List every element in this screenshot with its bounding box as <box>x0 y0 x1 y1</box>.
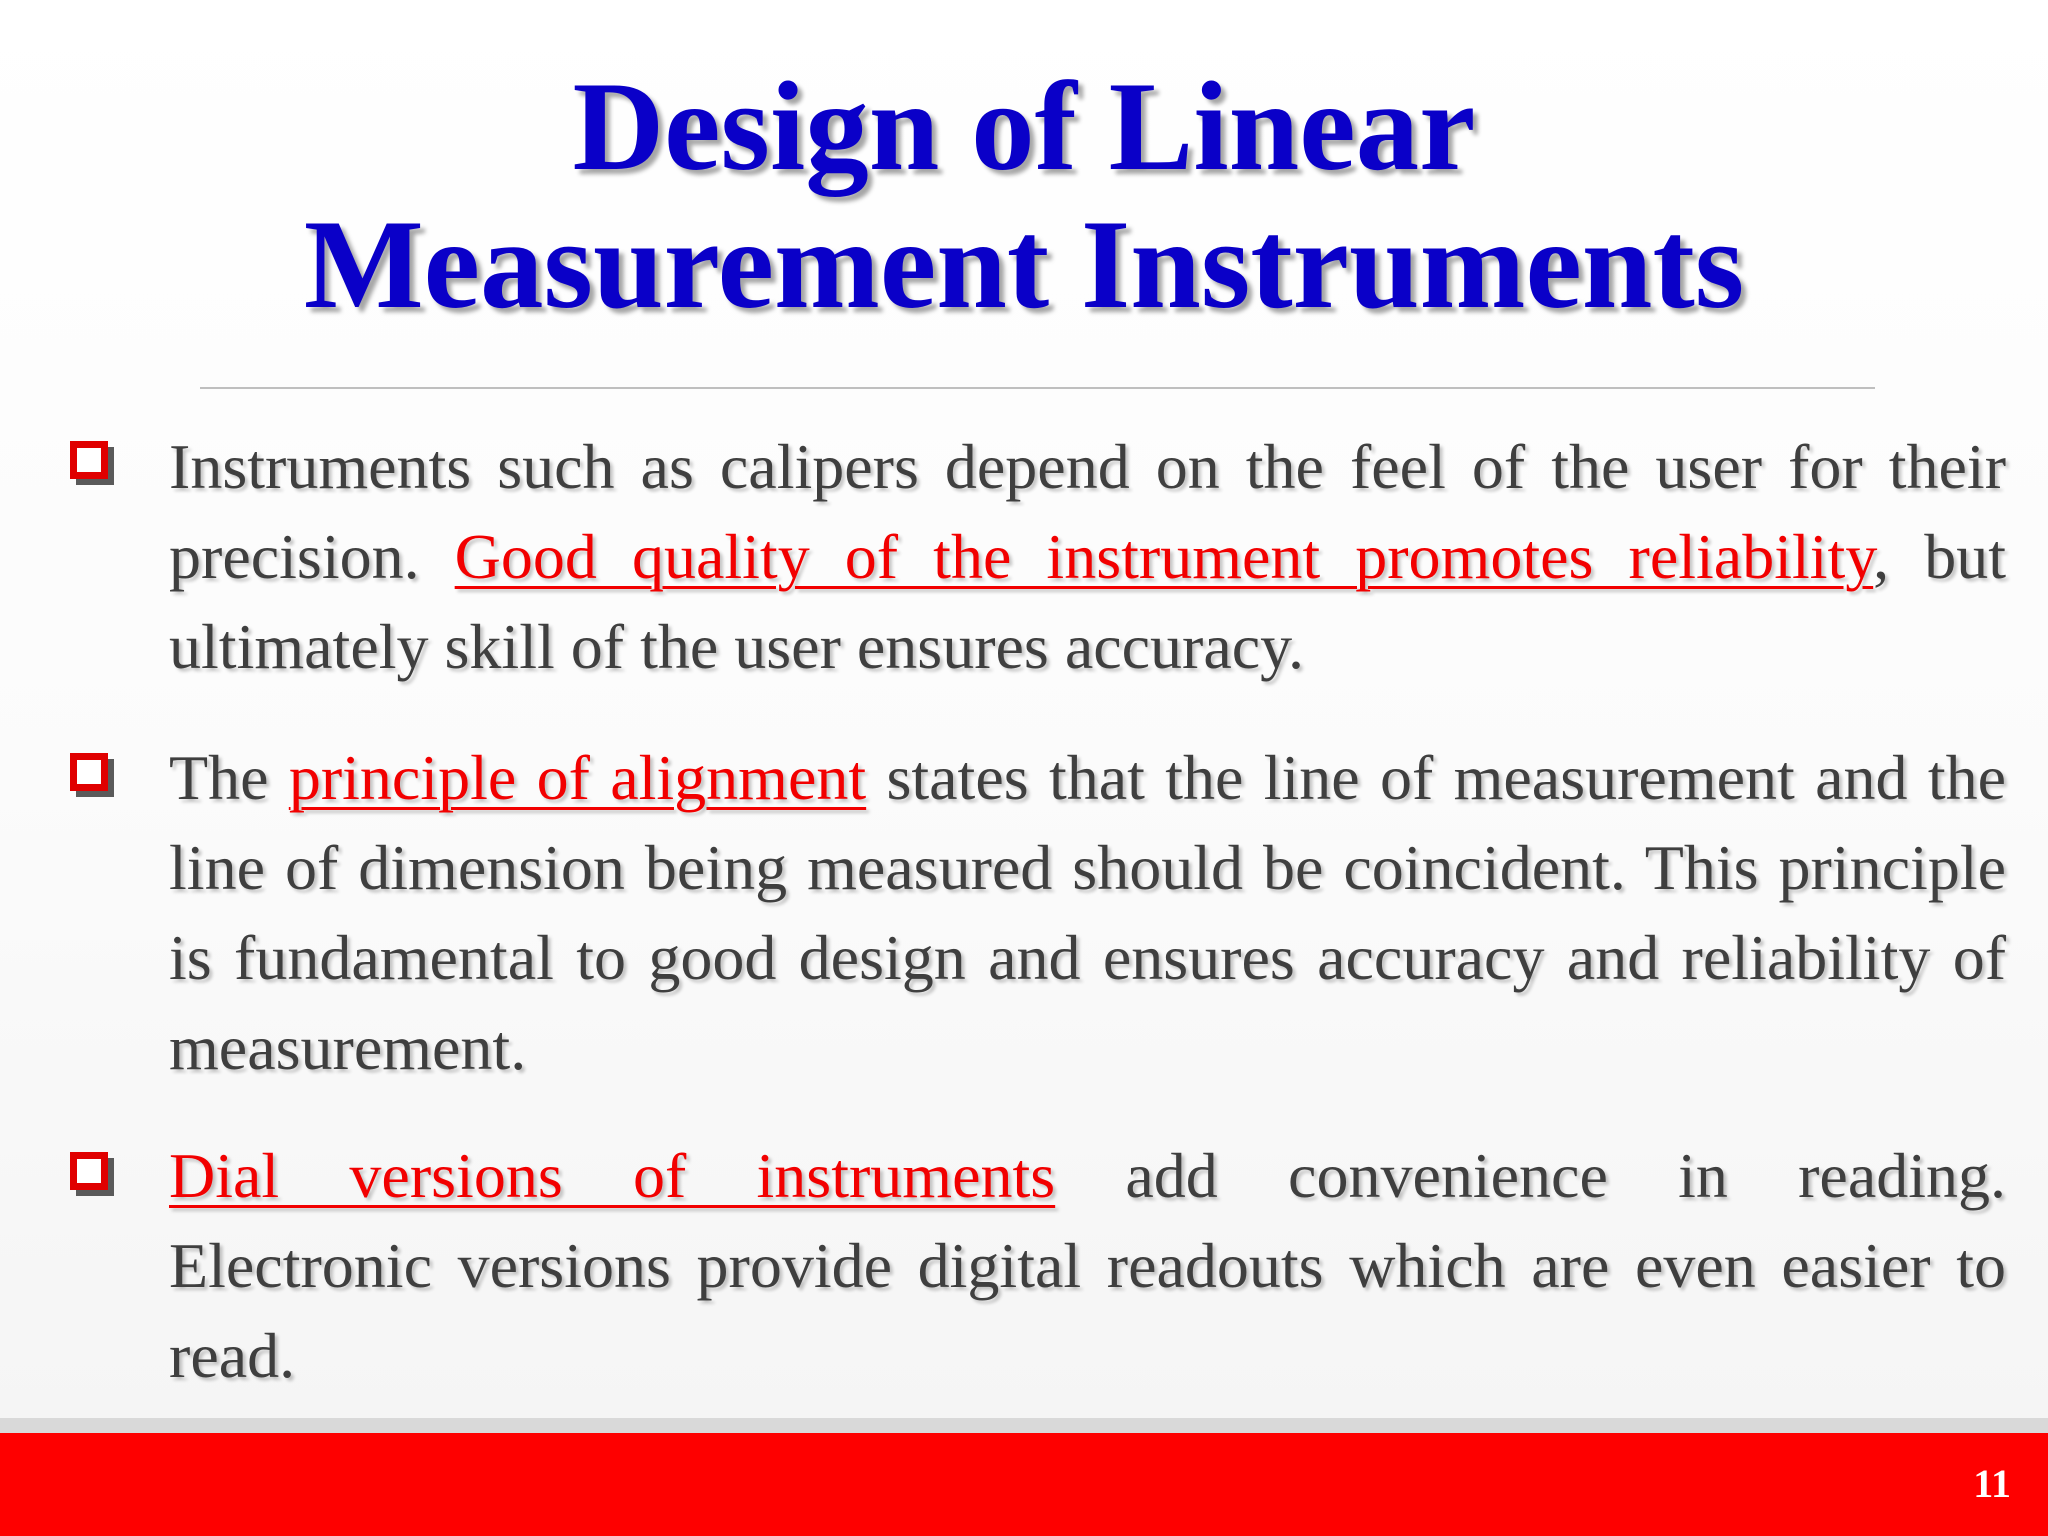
title-line-2: Measurement Instruments <box>303 195 1745 335</box>
bullet-highlight: principle of alignment <box>288 742 867 813</box>
bullet-text-after: , but ultimately skill of the user ensures accuracy. <box>169 521 2007 682</box>
bullet-text-after: add convenience in reading. <box>1055 1140 2007 1211</box>
bullet-continuation: Electronic versions provide digital readouts which are even easier to read. <box>169 1230 2006 1391</box>
bullet-text <box>169 1131 2006 1401</box>
bullet-text-after: states that the line of measurement and the line of dimension being measured should be coincident. This principle is fundamental to good design and ensures accuracy and reliability of measurement. <box>169 742 2007 1083</box>
bullet-text-before: The <box>169 742 289 813</box>
bullet-first-line <box>169 1131 2006 1221</box>
checkbox-bullet-icon <box>70 753 108 791</box>
bullet-text-before: Instruments such as calipers depend on the feel of the user for their precision. <box>169 431 2006 592</box>
checkbox-bullet-icon <box>70 441 108 479</box>
footer-stripe <box>0 1418 2048 1433</box>
title-divider <box>200 387 1875 389</box>
bullet-text <box>169 422 2006 692</box>
page-number: 11 <box>1973 1461 2011 1506</box>
title-line-1: Design of Linear <box>572 57 1476 197</box>
checkbox-bullet-icon <box>70 1152 108 1190</box>
slide-title <box>0 58 2048 334</box>
footer-bar <box>0 1433 2048 1536</box>
bullet-highlight: Good quality of the instrument promotes reliability <box>454 521 1874 592</box>
bullet-highlight: Dial versions of instruments <box>169 1140 1056 1211</box>
bullet-text <box>169 733 2006 1093</box>
